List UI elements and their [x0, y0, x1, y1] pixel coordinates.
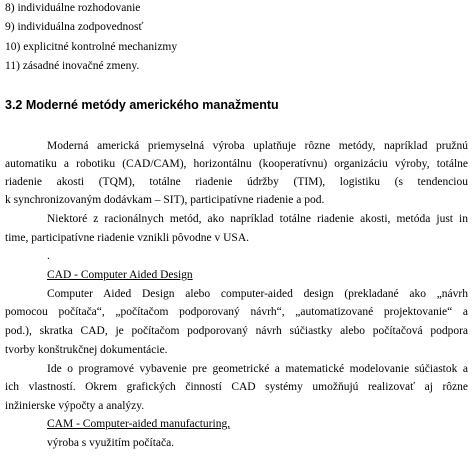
paragraph-line: Niektoré z racionálnych metód, ako napríklad totálne riadenie akosti, metóda just in — [47, 213, 468, 225]
list-item: 10) explicitné kontrolné mechanizmy — [5, 41, 178, 53]
paragraph-line: Computer Aided Design alebo computer-aided design (prekladané ako „návrh — [47, 288, 468, 300]
paragraph-line: Moderná americká priemyselná výroba uplatňuje rôzne metódy, napríklad pružnú — [47, 140, 468, 152]
list-item: 9) individuálna zodpovednosť — [5, 21, 144, 33]
paragraph-line: riadenie akosti (TQM), totálne riadenie údržby (TIM), logistiku (s tendenciou — [5, 176, 468, 188]
list-item: 8) individuálne rozhodovanie — [5, 2, 141, 14]
section-heading: 3.2 Moderné metódy amerického manažmentu — [5, 98, 279, 112]
cam-heading: CAM - Computer-aided manufacturing, — [47, 418, 231, 430]
cad-heading: CAD - Computer Aided Design — [47, 269, 193, 281]
paragraph-line: tvorby konštrukčnej dokumentácie. — [5, 344, 168, 356]
list-item: 11) zásadné inovačné zmeny. — [5, 60, 140, 72]
paragraph-line: pod.), skratka CAD, je počítačom podporovaný návrh súčiastky alebo počítačová podpora — [5, 325, 468, 337]
paragraph-line: automatiku a robotiku (CAD/CAM), horizontálnu (kooperatívnu) organizáciu výroby, totálne — [5, 158, 468, 170]
paragraph-line: k synchronizovaným dodávkam – SIT), participatívne riadenie a pod. — [5, 194, 325, 206]
stray-dot: . — [47, 250, 50, 262]
cam-description: výroba s využitím počítača. — [47, 437, 175, 449]
paragraph-line: inžinierske výpočty a analýzy. — [5, 400, 145, 412]
paragraph-line: time, participatívne riadenie vznikli pôvodne v USA. — [5, 232, 249, 244]
paragraph-line: Ide o programové vybavenie pre geometrické a matematické modelovanie súčiastok a — [47, 363, 468, 375]
paragraph-line: ich vlastností. Okrem grafických činností CAD systémy umožňujú realizovať aj rôzne — [5, 381, 468, 393]
paragraph-line: pomocou počítača“, „počítačom podporovaný návrh“, „automatizované projektovanie“ a — [5, 306, 468, 318]
